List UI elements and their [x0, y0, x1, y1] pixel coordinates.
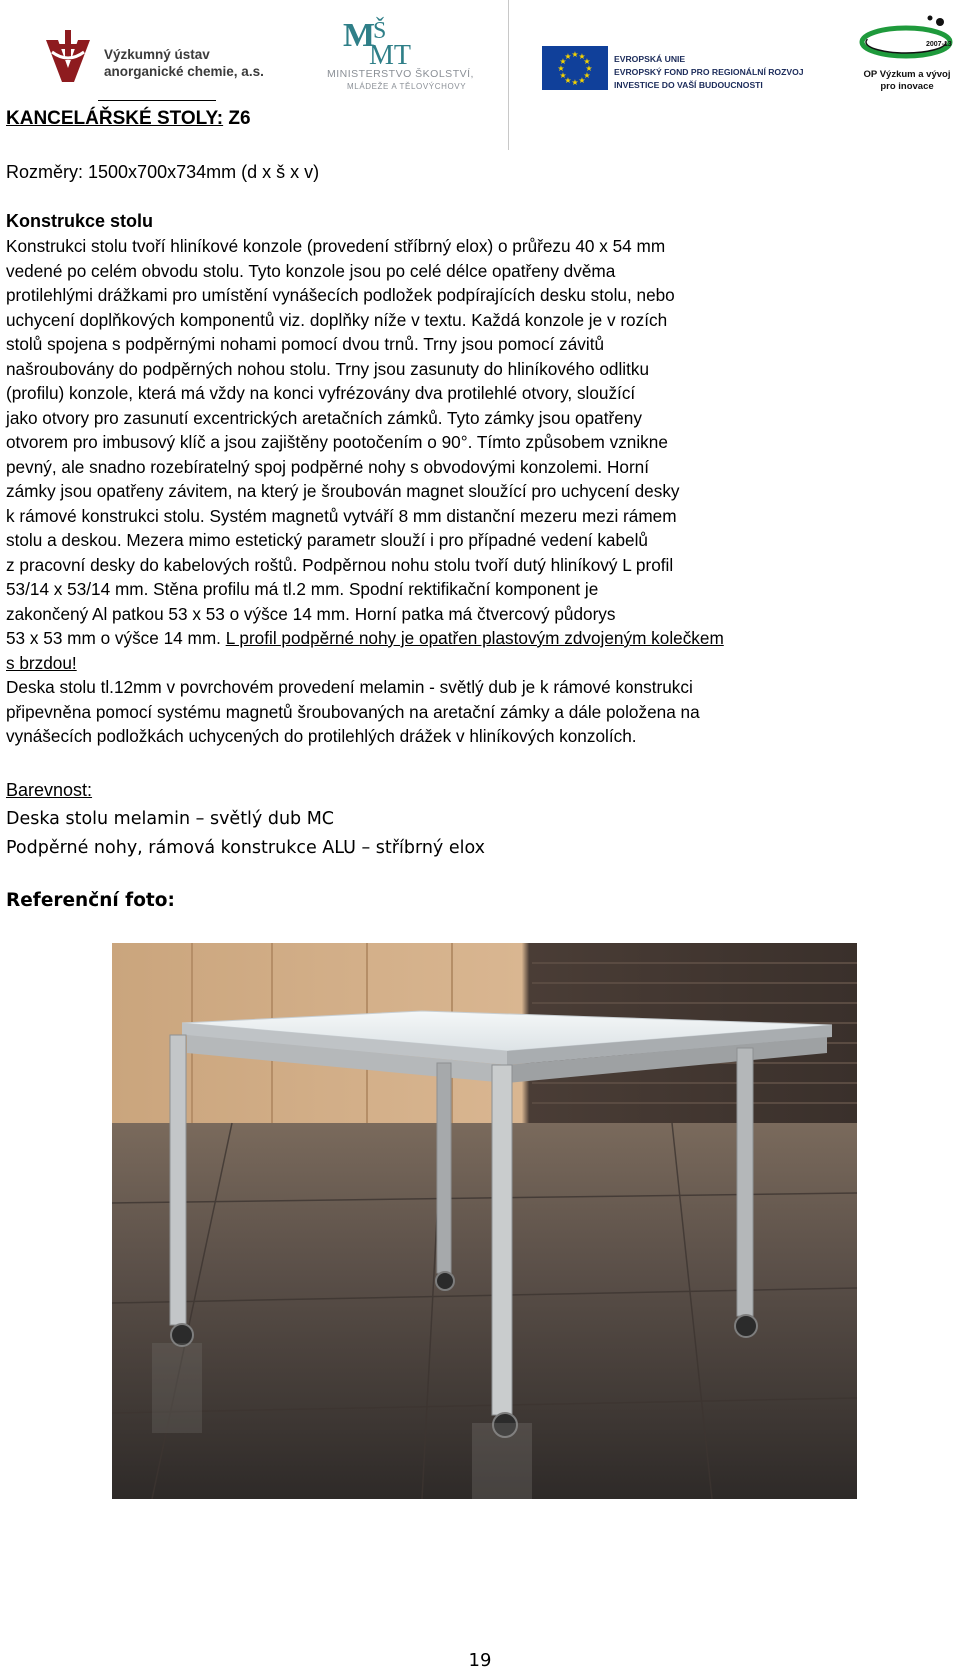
body-line: protilehlými drážkami pro umístění vynášecích podložek podpírajících desku stolu, nebo	[6, 285, 675, 305]
svg-text:★: ★	[559, 71, 567, 80]
svg-text:★: ★	[583, 57, 591, 66]
dimensions-line: Rozměry: 1500x700x734mm (d x š x v)	[6, 162, 320, 182]
color-heading-text: Barevnost:	[6, 780, 93, 800]
body-line: k rámové konstrukci stolu. Systém magnetů vytváří 8 mm distanční mezeru mezi rámem	[6, 505, 677, 526]
eu-text-line3: INVESTICE DO VAŠÍ BUDOUCNOSTI	[614, 80, 763, 90]
body-line: otvorem pro imbusový klíč a jsou zajištěny pootočením o 90°. Tímto způsobem vznikne	[6, 432, 668, 452]
op-logo	[852, 14, 960, 100]
ministry-name-line2: MLÁDEŽE A TĚLOVÝCHOVY	[347, 82, 467, 91]
body-line: stolu a deskou. Mezera mimo estetický parametr slouží i pro případné vedení kabelů	[6, 530, 648, 550]
eu-text-line2: EVROPSKÝ FOND PRO REGIONÁLNÍ ROZVOJ	[614, 67, 804, 77]
body-line: zámky jsou opatřeny závitem, na který je šroubován magnet sloužící pro uchycení desky	[6, 481, 680, 501]
color-line-top: Deska stolu melamin – světlý dub MC	[6, 809, 335, 829]
vuach-logo-icon	[38, 30, 98, 86]
section-heading: Konstrukce stolu	[6, 211, 154, 231]
brake-note: s brzdou!	[6, 652, 77, 673]
wheel-note: L profil podpěrné nohy je opatřen plastovým zdvojeným kolečkem	[225, 628, 724, 648]
document-title-main: KANCELÁŘSKÉ STOLY:	[6, 108, 224, 129]
msmt-logo-icon	[343, 16, 423, 66]
body-line-wheels-plain: 53 x 53 mm o výšce 14 mm.	[6, 628, 226, 648]
body-line: uchycení doplňkových komponentů viz. doplňky níže v textu. Každá konzole je v rozích	[6, 309, 668, 330]
institute-name-line2: anorganické chemie, a.s.	[104, 64, 264, 79]
body-line: Konstrukci stolu tvoří hliníkové konzole (provedení stříbrný elox) o průřezu 40 x 54 mm	[6, 236, 666, 256]
svg-text:★: ★	[564, 52, 572, 61]
body-line: (profilu) konzole, která má vždy na konci vyfrézovány dva protilehlé otvory, sloužící	[6, 383, 636, 403]
body-line-brake	[6, 651, 724, 676]
header-divider	[508, 0, 509, 150]
eu-flag-icon	[542, 46, 608, 90]
svg-text:★: ★	[578, 76, 586, 85]
op-caption	[858, 69, 956, 93]
body-line: z pracovní desky do kabelových roštů. Podpěrnou nohu stolu tvoří dutý hliníkový L profil	[6, 554, 674, 575]
svg-text:★: ★	[583, 71, 591, 80]
color-heading	[6, 780, 92, 801]
eu-text-line1: EVROPSKÁ UNIE	[614, 54, 686, 64]
body-line: našroubovány do podpěrných nohou stolu. Trny jsou zasunuty do hliníkového odlitku	[6, 358, 650, 379]
svg-text:Š: Š	[373, 18, 387, 44]
reference-heading: Referenční foto:	[6, 890, 175, 911]
op-years: 2007-13	[926, 41, 952, 48]
svg-text:★: ★	[564, 76, 572, 85]
svg-text:★: ★	[571, 78, 579, 87]
body-line: vedené po celém obvodu stolu. Tyto konzole jsou po celé délce opatřeny dvěma	[6, 260, 616, 281]
body-line: jako otvory pro zasunutí excentrických aretačních zámků. Tyto zámky jsou opatřeny	[6, 407, 642, 428]
body-line: zakončený Al patkou 53 x 53 o výšce 14 mm. Horní patka má čtvercový půdorys	[6, 603, 616, 624]
table-photo-image	[112, 943, 857, 1499]
page-number: 19	[468, 1650, 492, 1671]
body-line: stolů spojena s podpěrnými nohami pomocí dvou trnů. Trny jsou pomocí závitů	[6, 334, 605, 354]
op-caption-line1: OP Výzkum a vývoj	[863, 69, 951, 80]
eu-text	[614, 53, 804, 92]
svg-text:★: ★	[559, 57, 567, 66]
ministry-logo	[325, 16, 485, 96]
eu-logo	[542, 46, 802, 92]
svg-text:★: ★	[578, 52, 586, 61]
institute-logo	[38, 30, 278, 90]
header-rule	[98, 100, 216, 101]
body-line-wheels	[6, 626, 724, 651]
institute-name	[104, 46, 264, 80]
body-line: Deska stolu tl.12mm v povrchovém provedení melamin - světlý dub je k rámové konstrukci	[6, 677, 693, 697]
document-title-code: Z6	[223, 108, 251, 129]
op-caption-line2: pro inovace	[880, 81, 934, 92]
svg-text:★: ★	[557, 64, 565, 73]
institute-name-line1: Výzkumný ústav	[104, 47, 210, 62]
op-vavpi-logo-icon	[852, 14, 960, 66]
svg-text:M: M	[343, 17, 376, 54]
body-line: 53/14 x 53/14 mm. Stěna profilu má tl.2 mm. Spodní rektifikační komponent je	[6, 579, 599, 599]
body-line: připevněna pomocí systému magnetů šroubovaných na aretační zámky a dále položena na	[6, 701, 700, 722]
svg-text:★: ★	[571, 50, 579, 59]
svg-text:★: ★	[585, 64, 593, 73]
svg-text:MT: MT	[369, 40, 411, 66]
reference-photo	[112, 943, 857, 1499]
body-line: pevný, ale snadno rozebíratelný spoj podpěrné nohy s obvodovými konzolemi. Horní	[6, 456, 649, 477]
ministry-name-line1: MINISTERSTVO ŠKOLSTVÍ,	[327, 68, 474, 80]
page-header	[0, 0, 960, 110]
color-line-legs: Podpěrné nohy, rámová konstrukce ALU – stříbrný elox	[6, 838, 486, 858]
body-text	[6, 234, 724, 749]
document-title	[6, 108, 251, 130]
body-line: vynášecích podložkách uchycených do protilehlých drážek v hliníkových konzolích.	[6, 726, 637, 746]
